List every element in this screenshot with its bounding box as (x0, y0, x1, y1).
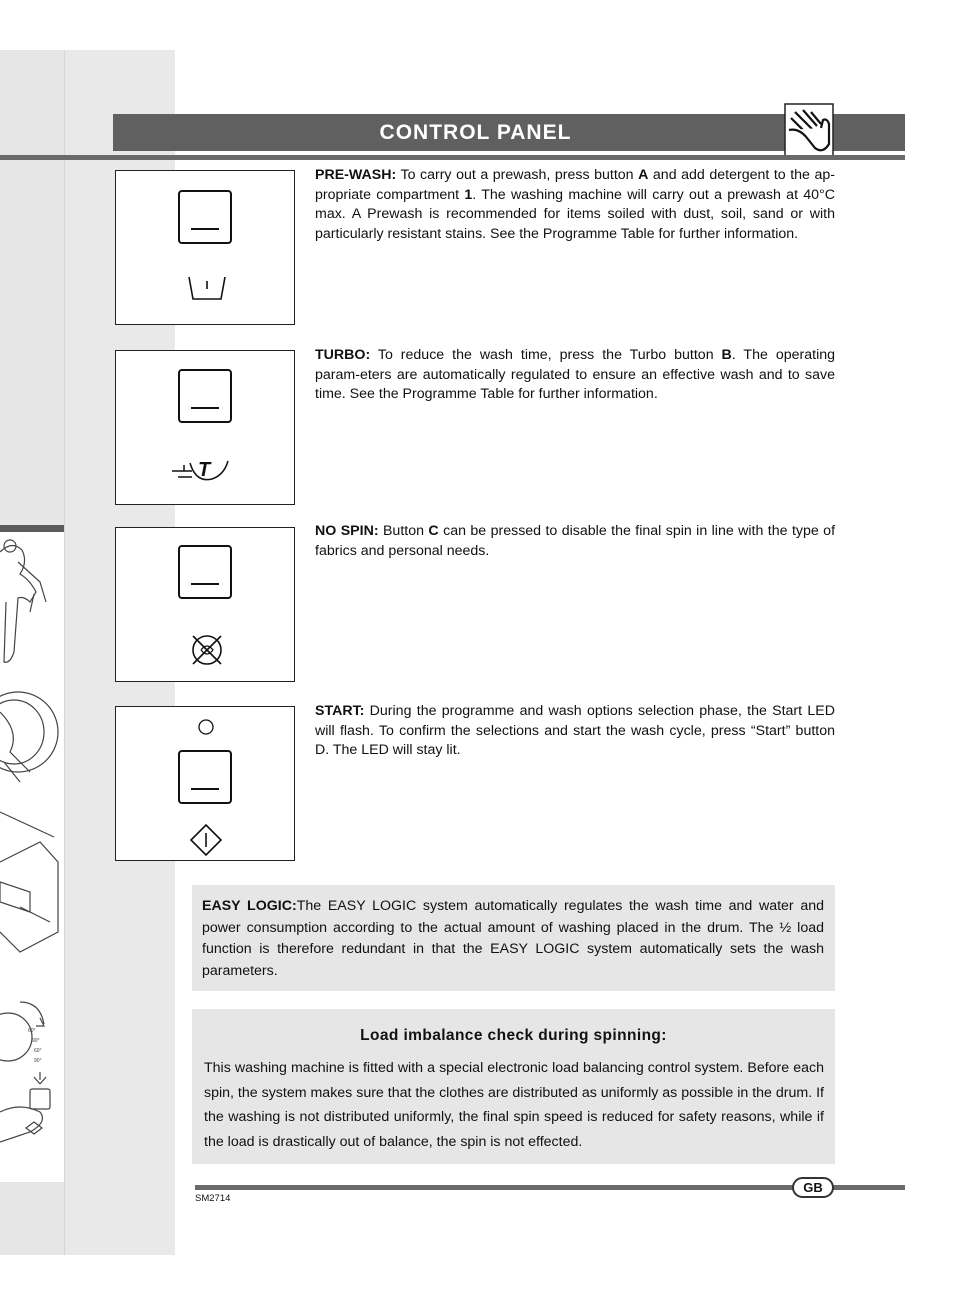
language-badge: GB (792, 1177, 834, 1198)
easy-logic-text: EASY LOGIC:The EASY LOGIC system automatically regulates the wash time and water and power consumption according to the actual amount of washing placed in the drum. The ½ load function is therefore redundant in that the EASY LOGIC system automatically sets the wash parameters. (202, 898, 824, 979)
prewash-panel (115, 170, 295, 325)
no-spin-icon (188, 632, 226, 668)
start-description: START: During the programme and wash options selection phase, the Start LED will flash. To confirm the selections and start the wash cycle, press “Start” button D. The LED will stay lit. (315, 703, 835, 759)
prewash-description: PRE-WASH: To carry out a prewash, press button A and add detergent to the ap-propriate compartment 1. The washing machine will carry out a prewash at 40°C max. A Prewash is recommended for items soiled with dust, soil, sand or with particularly resistant stains. See the Programme Table for further information. (315, 167, 835, 242)
svg-text:90°: 90° (32, 1038, 40, 1044)
start-diamond-icon (188, 823, 224, 857)
svg-text:90°: 90° (34, 1058, 42, 1064)
option-label: TURBO: (315, 347, 371, 363)
option-label: NO SPIN: (315, 523, 379, 539)
svg-text:60°: 60° (28, 1028, 36, 1034)
svg-text:T: T (198, 459, 211, 481)
nospin-panel (115, 527, 295, 682)
nospin-description: NO SPIN: Button C can be pressed to disable the final spin in line with the type of fabrics and personal needs. (315, 523, 836, 559)
turbo-description: TURBO: To reduce the wash time, press the Turbo button B. The operating param-eters are automatically regulated to ensure an effective wash and to save time. See the Programme Table for further information. (315, 347, 835, 403)
prewash-button[interactable] (178, 190, 232, 244)
header-rule (0, 155, 905, 160)
option-label: START: (315, 703, 365, 719)
turbo-t-icon (170, 455, 232, 485)
prewash-tub-icon (186, 275, 228, 303)
washing-machine-sketch-icon (0, 532, 64, 1182)
svg-text:60°: 60° (34, 1048, 42, 1054)
page-number: 7 (952, 117, 968, 148)
load-imbalance-text: This washing machine is fitted with a special electronic load balancing control system. Before each spin, the system makes sure that the clothes are distributed as uniformly as possible in the drum. If the washing is not distributed uniformly, the final spin speed is reduced for safety reasons, while if the load is drastically out of balance, the spin is not effected. (204, 1060, 824, 1150)
page-title: CONTROL PANEL (379, 121, 572, 144)
hand-icon (785, 104, 833, 156)
start-led-icon (197, 718, 215, 736)
sidebar-divider-bar (0, 525, 64, 532)
sidebar-illustrations (0, 532, 64, 1182)
easy-logic-label: EASY LOGIC: (202, 898, 297, 914)
turbo-button[interactable] (178, 369, 232, 423)
start-button[interactable] (178, 750, 232, 804)
option-label: PRE-WASH: (315, 167, 397, 183)
document-code: SM2714 (195, 1193, 231, 1204)
start-panel (115, 706, 295, 861)
load-imbalance-box (192, 1009, 835, 1164)
easy-logic-box (192, 885, 835, 991)
turbo-panel (115, 350, 295, 505)
nospin-button[interactable] (178, 545, 232, 599)
load-imbalance-title: Load imbalance check during spinning: (360, 1027, 667, 1044)
